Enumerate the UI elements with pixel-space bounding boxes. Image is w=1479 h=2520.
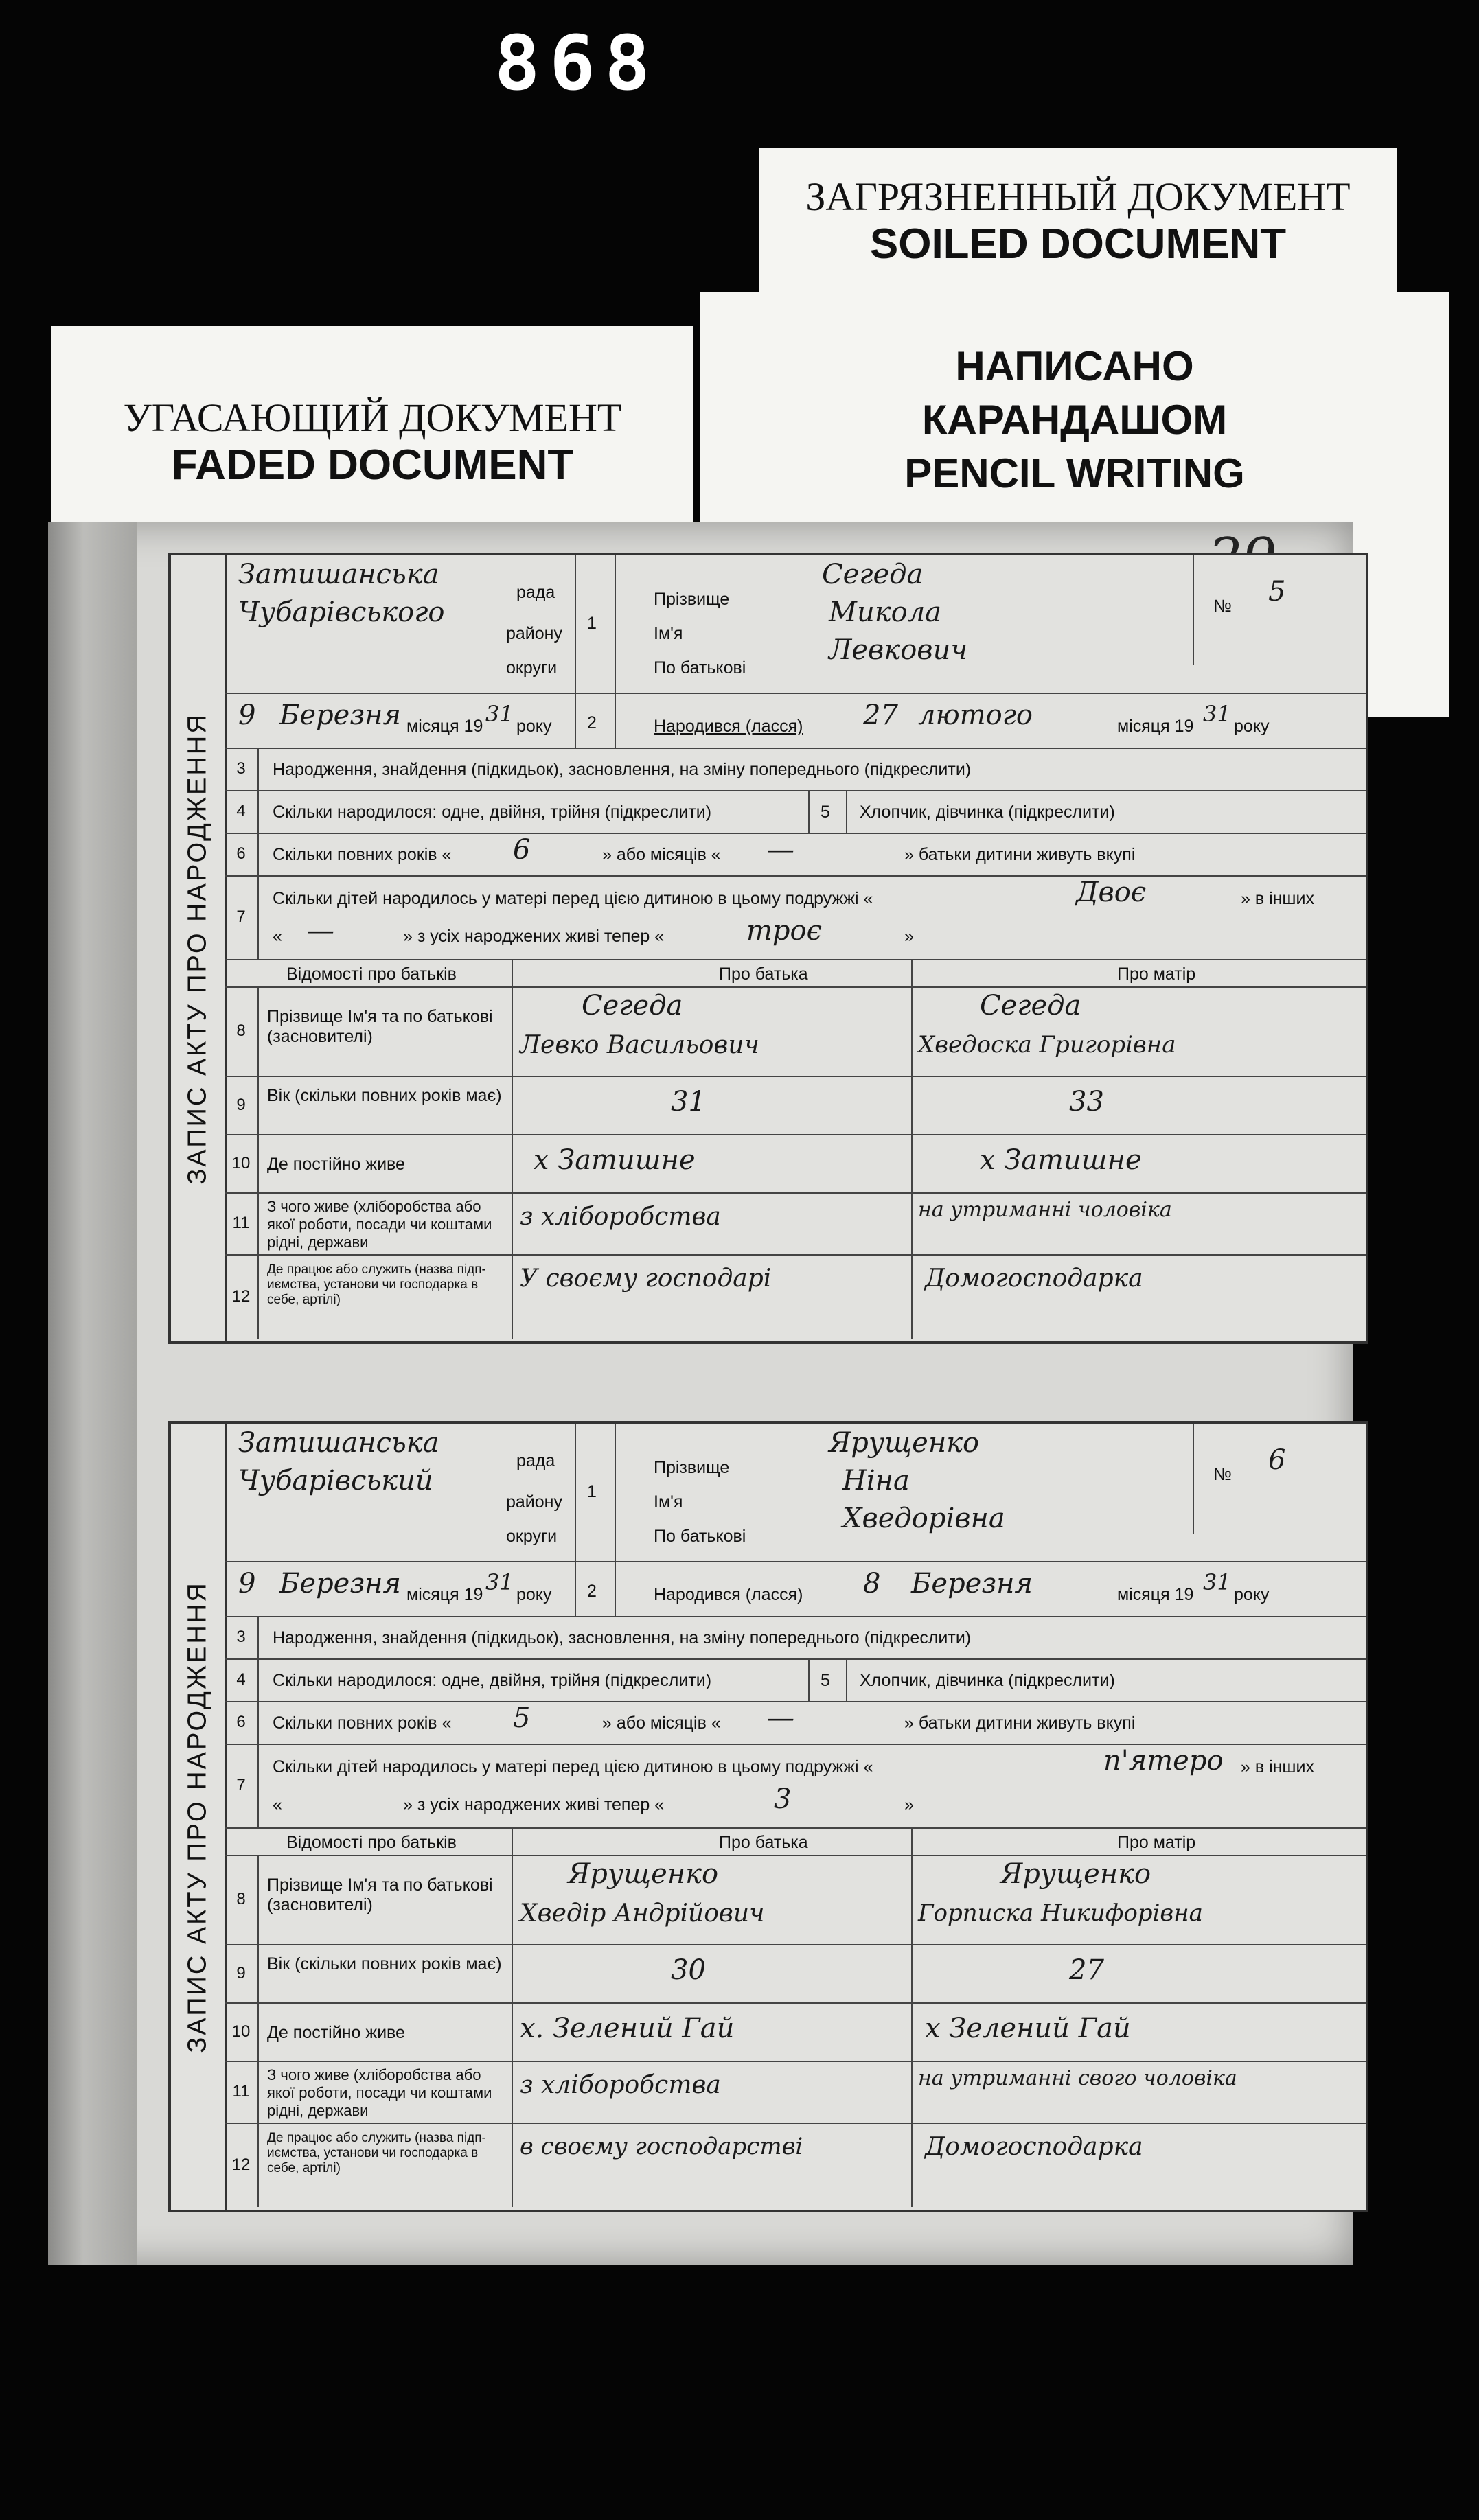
record-number-value: 5 <box>1268 576 1286 608</box>
row-4-text: Скільки народилося: одне, двійня, трійня (підкреслити) <box>273 802 712 822</box>
okruhy-label: округи <box>506 658 558 678</box>
pencil-label-en: PENCIL WRITING <box>904 450 1245 496</box>
children-alive: троє <box>746 915 823 947</box>
record-number-label: № <box>1213 597 1232 616</box>
row-5-text: Хлопчик, дівчинка (підкреслити) <box>860 802 1115 822</box>
surname-value: Сегеда <box>822 559 924 590</box>
mother-home: х Затишне <box>980 1144 1142 1176</box>
father-surname: Сегеда <box>582 990 683 1021</box>
birth-year: 31 <box>1203 701 1231 727</box>
name-label: Ім'я <box>654 624 683 643</box>
name-value: Микола <box>829 597 942 628</box>
soiled-label-ru: ЗАГРЯЗНЕННЫЙ ДОКУМЕНТ <box>805 174 1351 219</box>
raion-label: району <box>506 624 562 643</box>
rada-value: Затишанська <box>238 559 439 590</box>
raion-value: Чубарівського <box>238 597 445 628</box>
father-age: 31 <box>671 1086 706 1118</box>
mother-age: 33 <box>1069 1086 1104 1118</box>
father-name: Левко Васильович <box>520 1031 759 1059</box>
register-page <box>48 522 1353 2265</box>
faded-label-ru: УГАСАЮЩИЙ ДОКУМЕНТ <box>123 395 622 440</box>
col-mother: Про матір <box>1117 964 1196 984</box>
rada-label: рада <box>516 583 555 602</box>
col-father: Про батька <box>719 964 808 984</box>
birth-month: лютого <box>918 700 1033 731</box>
faded-label-en: FADED DOCUMENT <box>171 441 574 489</box>
reg-misiatsia: місяця 19 <box>406 717 483 736</box>
row-1-number: 1 <box>587 614 597 633</box>
pencil-label-ru1: НАПИСАНО <box>955 343 1194 389</box>
father-work: У своєму господарі <box>520 1264 772 1293</box>
reg-month: Березня <box>279 700 401 731</box>
patronymic-label: По батькові <box>654 658 746 678</box>
pencil-label-ru2: КАРАНДАШОМ <box>921 397 1228 443</box>
father-home: х Затишне <box>534 1144 696 1176</box>
surname-label: Прізвище <box>654 590 730 609</box>
faded-document-label <box>51 326 693 532</box>
col-info: Відомості про батьків <box>286 964 457 984</box>
years-together: 6 <box>513 834 531 866</box>
soiled-document-label <box>759 148 1397 295</box>
patronymic-value: Левкович <box>829 634 968 666</box>
mother-name: Хведоска Григорівна <box>918 1031 1176 1059</box>
children-other: — <box>307 915 334 947</box>
birth-record-2: ЗАПИС АКТУ ПРО НАРОДЖЕННЯ Затишанська рада Чубарівський району округи 1 Прізвище Ярущенко Ім'я Ніна По батькові Хведорівна № 6 9 Березня місяця 19 31 року 2 Народився (ласся) 8 Березня місяця 19 31 року 3 Народження, знайдення (підкидьок), засновлення, на зміну попереднього (підкреслити) 4 Скільки народилося: одне, двійня, трійня (підкреслити) 5 Хлопчик, дівчинка (підкреслити) 6 Скільки повних років « 5 » або місяців « — » батьки дитини живуть вкупі 7 Скільки дітей народилось у матері перед цією дитиною в цьому подружжі « п'ятеро » в інших « » з усіх народжених живі тепер « 3 » Відомості про батьків Про батька Про матір 8 Прізвище Ім'я та по батькові (засновителі) Ярущенко Хведір Андрійович Ярущенко Горписка Никифорівна 9 Вік (скільки повних років має) 30 27 10 Де постійно живе х. Зелений Гай х Зелений Гай 11 З чого живе (хліборобства або якої роботи, посади чи коштами рідні, держави з хліборобства на утриманні свого чоловіка 12 Де працює або служить (назва підп-иємства, установи чи господарка в себе, артілі) в своєму господарстві Домогосподарка <box>168 1421 1368 2212</box>
mother-living: на утриманні чоловіка <box>918 1198 1172 1222</box>
frame-number: 868 <box>494 19 660 107</box>
children-before: Двоє <box>1076 877 1147 908</box>
record-side-title: ЗАПИС АКТУ ПРО НАРОДЖЕННЯ <box>171 555 227 1341</box>
birth-day: 27 <box>863 700 898 731</box>
father-living: з хліборобства <box>520 1203 721 1231</box>
birth-record-1: ЗАПИС АКТУ ПРО НАРОДЖЕННЯ Затишанська рада Чубарівського району округи 1 Прізвище Сегеда Ім'я Микола По батькові Левкович № 5 9 Березня місяця 19 31 року 2 Народився (ласся) 27 лютого місяця 19 31 року 3 Народження, знайдення (підкидьок), засновлення, на зміну попереднього (підкреслити) 4 Скільки народилося: одне, двійня, трійня (підкреслити) 5 Хлопчик, дівчинка (підкреслити) 6 Скільки повних років « 6 » або місяців « — » батьки дитини живуть вкупі 7 Скільки дітей народилось у матері перед цією дитиною в цьому подружжі « Двоє » в інших « — » з усіх народжених живі тепер « троє » Відомості про батьків Про батька Про матір 8 Прізвище Ім'я та по батькові (засновителі) Сегеда Левко Васильович Сегеда Хведоска Григорівна 9 Вік (скільки повних років має) 31 33 10 Де постійно живе х Затишне х Затишне 11 З чого живе (хліборобства або якої роботи, посади чи коштами рідні, держави з хліборобства на утриманні чоловіка 12 Де працює або служить (назва підп-иємства, установи чи господарка в себе, артілі) У своєму господарі Домогосподарка <box>168 553 1368 1344</box>
mother-surname: Сегеда <box>980 990 1081 1021</box>
soiled-label-en: SOILED DOCUMENT <box>869 220 1287 268</box>
reg-day: 9 <box>238 700 256 731</box>
months-together: — <box>767 834 794 866</box>
born-label: Народився (ласся) <box>654 717 803 736</box>
row-3-text: Народження, знайдення (підкидьок), засновлення, на зміну попереднього (підкреслити) <box>273 760 972 779</box>
record-side-title: ЗАПИС АКТУ ПРО НАРОДЖЕННЯ <box>171 1424 227 2210</box>
reg-year: 31 <box>485 701 514 727</box>
page-binding <box>48 522 137 2265</box>
mother-work: Домогосподарка <box>925 1264 1143 1293</box>
reg-roku: року <box>516 717 552 736</box>
